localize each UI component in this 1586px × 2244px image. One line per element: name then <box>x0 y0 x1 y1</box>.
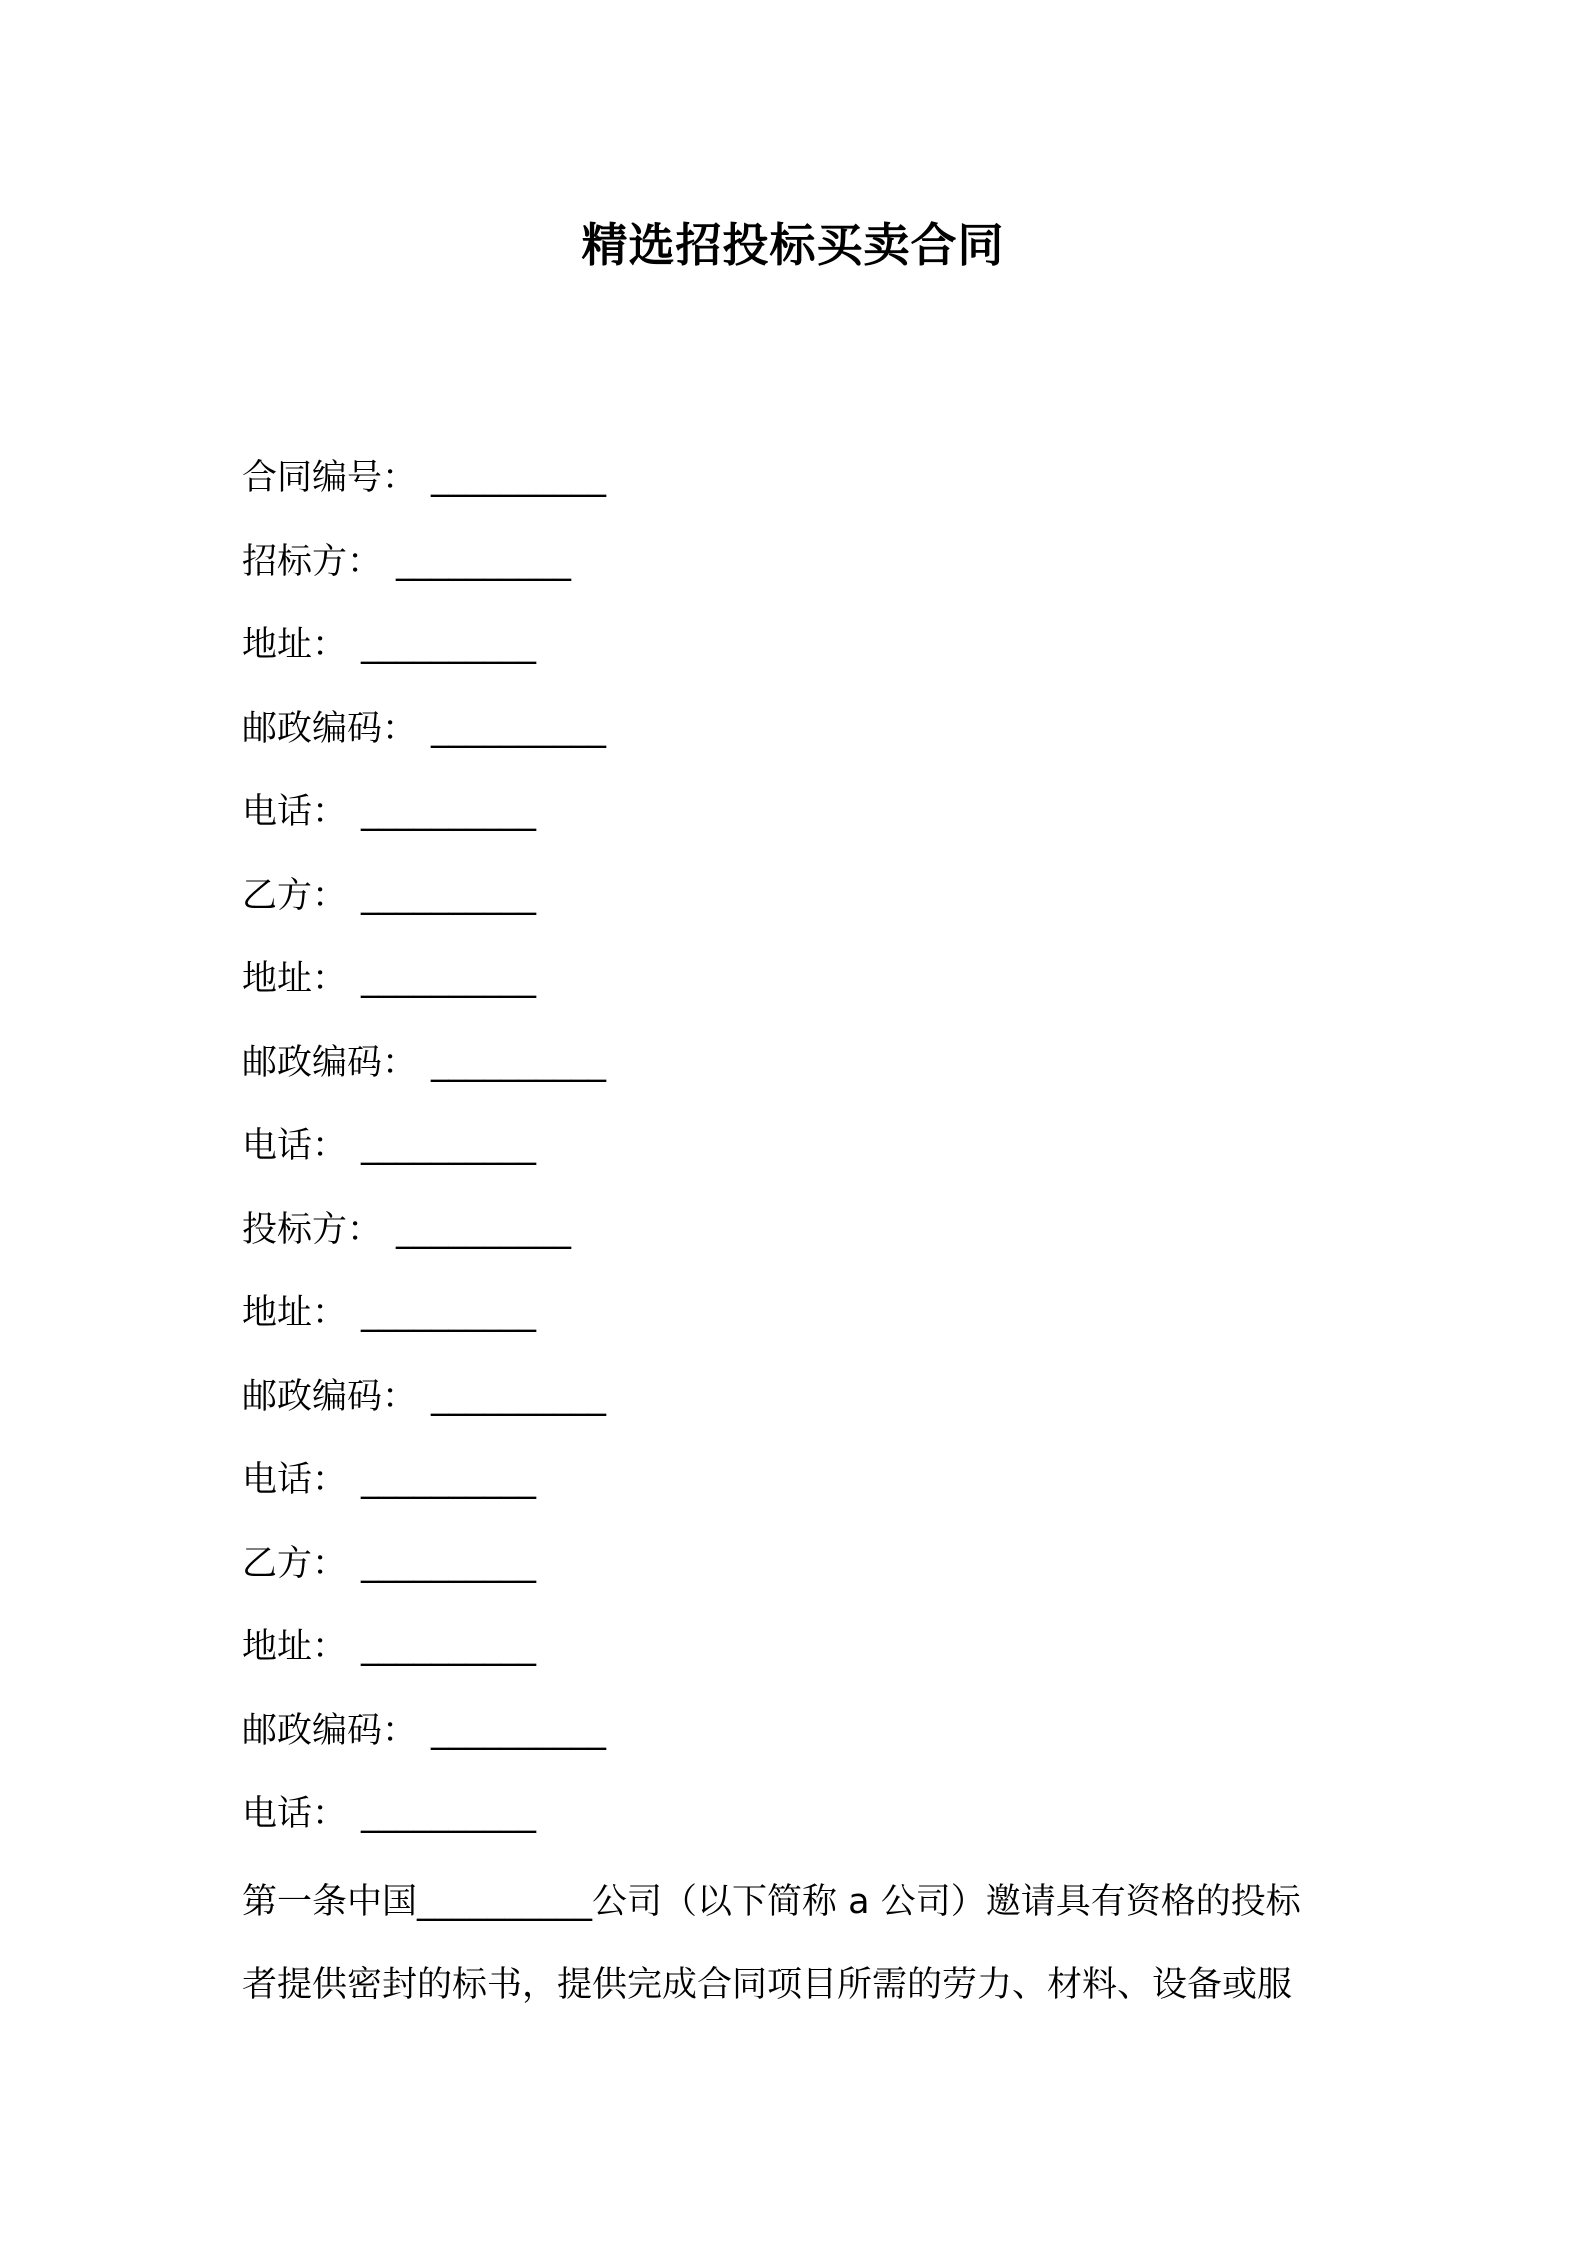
field-postal-code <box>242 1366 1362 1450</box>
field-blank: __________ <box>361 1543 537 1584</box>
field-label: 电话： <box>242 1126 348 1166</box>
field-label: 邮政编码： <box>242 1376 418 1417</box>
field-label: 地址： <box>242 625 348 665</box>
field-blank: __________ <box>431 458 607 498</box>
clause-line: 第一条中国__________公司（以下简称 a 公司）邀请具有资格的投标 <box>242 1882 1301 1922</box>
field-blank: __________ <box>431 1042 607 1083</box>
field-blank: __________ <box>361 1126 537 1166</box>
field-label: 邮政编码： <box>242 1710 418 1751</box>
field-blank: __________ <box>396 541 572 582</box>
field-blank: __________ <box>396 1209 572 1250</box>
field-label: 招标方： <box>242 541 383 582</box>
field-address <box>242 948 1362 1032</box>
field-blank: __________ <box>361 1293 537 1333</box>
field-label: 邮政编码： <box>242 708 418 749</box>
field-postal-code <box>242 1032 1362 1116</box>
field-label: 电话： <box>242 1460 348 1500</box>
field-contract-number <box>242 447 1362 531</box>
field-blank: __________ <box>431 708 607 749</box>
field-blank: __________ <box>361 1794 537 1834</box>
clause-one <box>242 1861 1362 2027</box>
field-blank: __________ <box>431 1376 607 1417</box>
field-label: 乙方： <box>242 1543 348 1584</box>
field-party-b <box>242 865 1362 949</box>
field-phone <box>242 1783 1362 1867</box>
field-blank: __________ <box>431 1710 607 1751</box>
field-address <box>242 614 1362 698</box>
field-phone <box>242 781 1362 865</box>
field-bidder <box>242 1199 1362 1283</box>
field-label: 电话： <box>242 792 348 832</box>
field-blank: __________ <box>361 1627 537 1667</box>
field-label: 乙方： <box>242 875 348 916</box>
field-label: 投标方： <box>242 1209 383 1250</box>
field-label: 电话： <box>242 1794 348 1834</box>
field-label: 地址： <box>242 1293 348 1333</box>
field-label: 地址： <box>242 959 348 999</box>
field-postal-code <box>242 1700 1362 1784</box>
party-fields <box>242 447 1362 1867</box>
page-title: 精选招投标买卖合同 <box>581 218 1005 272</box>
field-blank: __________ <box>361 792 537 832</box>
field-phone <box>242 1449 1362 1533</box>
field-blank: __________ <box>361 1460 537 1500</box>
field-postal-code <box>242 698 1362 782</box>
field-phone <box>242 1115 1362 1199</box>
field-address <box>242 1282 1362 1366</box>
field-tenderer <box>242 531 1362 615</box>
field-blank: __________ <box>361 875 537 916</box>
field-label: 地址： <box>242 1627 348 1667</box>
field-party-b <box>242 1533 1362 1617</box>
field-label: 合同编号： <box>242 458 418 498</box>
field-label: 邮政编码： <box>242 1042 418 1083</box>
field-blank: __________ <box>361 625 537 665</box>
field-blank: __________ <box>361 959 537 999</box>
field-address <box>242 1616 1362 1700</box>
clause-line: 者提供密封的标书，提供完成合同项目所需的劳力、材料、设备或服 <box>242 1965 1293 2005</box>
